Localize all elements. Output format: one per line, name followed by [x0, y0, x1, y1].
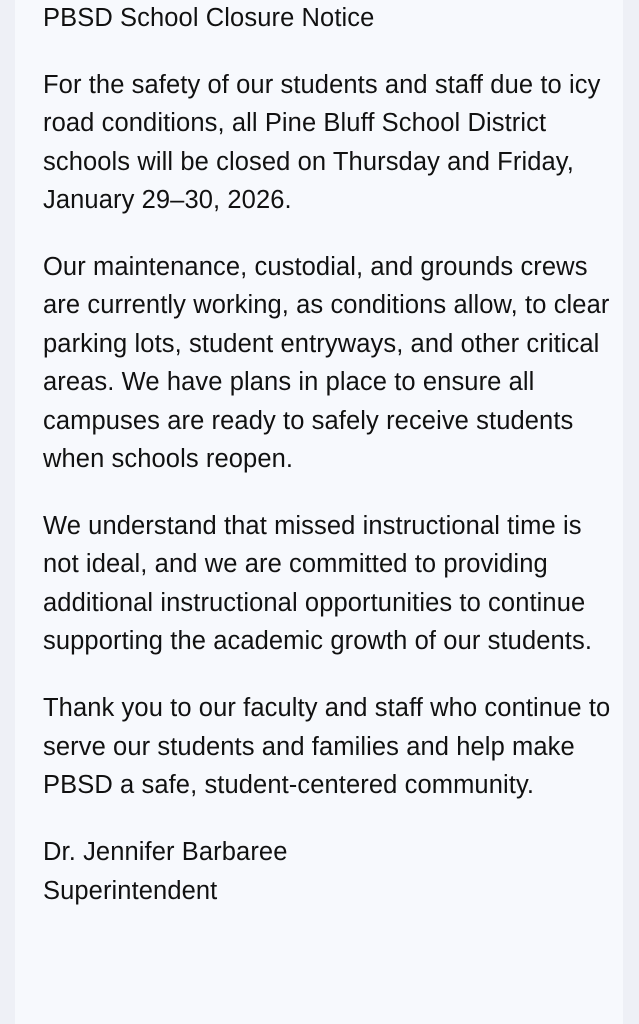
notice-card	[15, 0, 623, 1024]
notice-paragraph-maintenance: Our maintenance, custodial, and grounds crews are currently working, as conditions allow, to clear parking lots, student entryways, and other critical areas. We have plans in place to ensure all campuses are ready to safely receive students when schools reopen.	[43, 253, 610, 474]
notice-paragraph-instruction: We understand that missed instructional time is not ideal, and we are committed to providing additional instructional opportunities to continue supporting the academic growth of our students.	[43, 511, 593, 656]
notice-title: PBSD School Closure Notice	[43, 4, 375, 32]
signature-block	[43, 833, 623, 910]
notice-paragraph-thanks: Thank you to our faculty and staff who continue to serve our students and families and help make PBSD a safe, student-centered community.	[43, 694, 611, 799]
signature-name: Dr. Jennifer Barbaree	[43, 838, 288, 867]
signature-title: Superintendent	[43, 876, 218, 905]
notice-paragraph-safety: For the safety of our students and staff due to icy road conditions, all Pine Bluff School District schools will be closed on Thursday and Friday, January 29–30, 2026.	[43, 70, 601, 215]
